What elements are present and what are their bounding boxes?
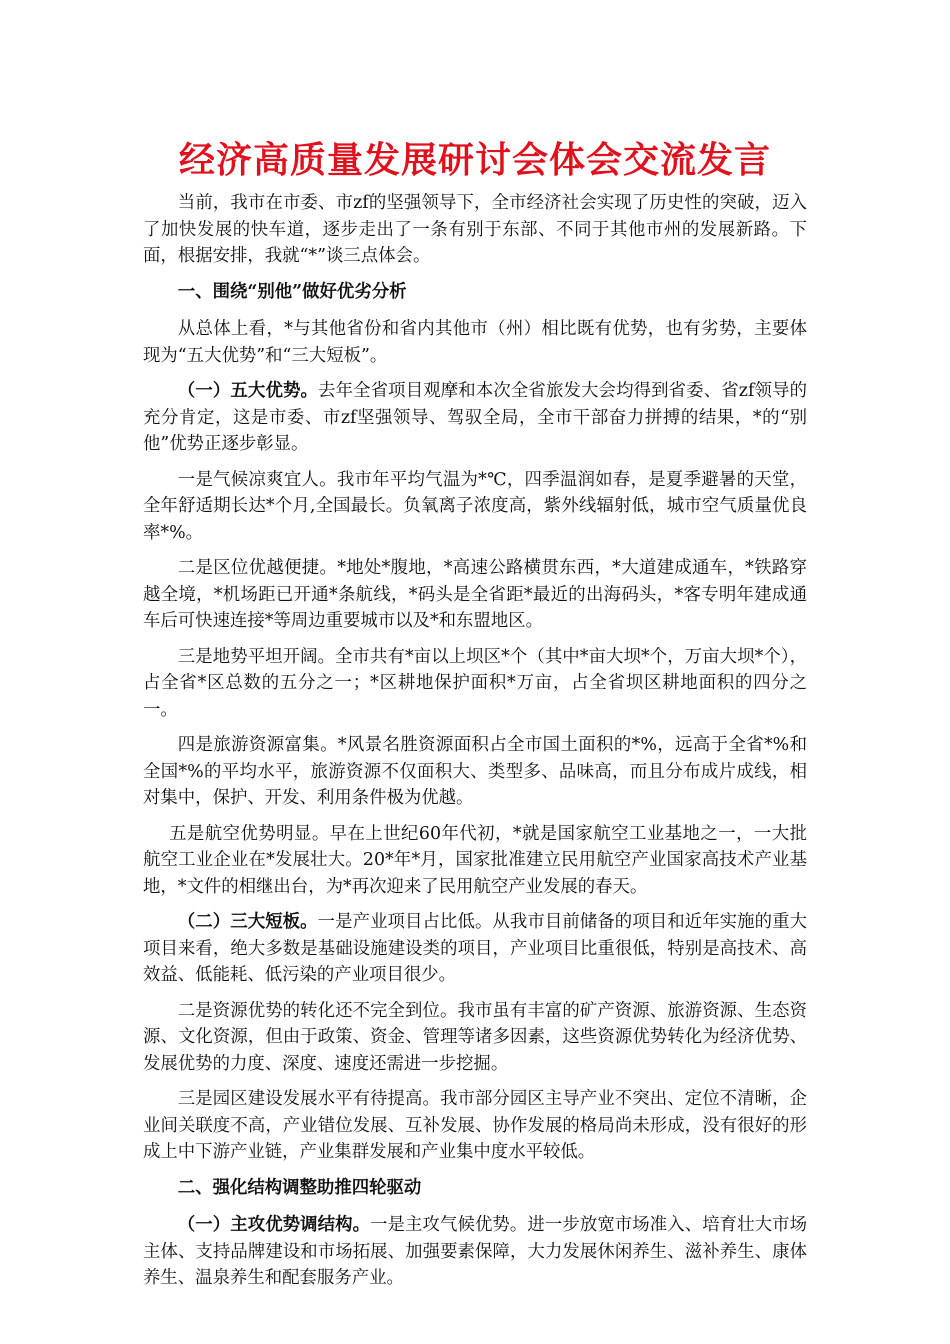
paragraph-aviation: [143, 821, 807, 901]
section-heading-1: 一、围绕“别他”做好优劣分析: [177, 281, 407, 302]
paragraph-location: [143, 555, 807, 635]
paragraph-text: 去年全省项目观摩和本次全省旅发大会均得到省委、省zf领导的充分肯定，这是市委、市zf坚强领导、驾驭全局，全市干部奋力拼搏的结果，*的“别他”优势正逐步彰显。: [143, 381, 807, 454]
paragraph-terrain: [143, 644, 807, 724]
paragraph-text: 一是主攻气候优势。进一步放宽市场准入、培育壮大市场主体、支持品牌建设和市场拓展、加强要素保障，大力发展休闲养生、滋补养生、康体养生、温泉养生和配套服务产业。: [143, 1215, 807, 1288]
paragraph-structure-adjustment: [143, 1212, 807, 1292]
paragraph-text: 一是产业项目占比低。从我市目前储备的项目和近年实施的重大项目来看，绝大多数是基础设施建设类的项目，产业项目比重很低，特别是高技术、高效益、低能耗、低污染的产业项目很少。: [143, 912, 807, 985]
subheading-five-advantages: （一）五大优势。: [177, 381, 319, 401]
section-heading-2: 二、强化结构调整助推四轮驱动: [177, 1177, 422, 1198]
paragraph-text: 三是地势平坦开阔。全市共有*亩以上坝区*个（其中*亩大坝*个，万亩大坝*个），占全省*区总数的五分之一；*区耕地保护面积*万亩，占全省坝区耕地面积的四分之一。: [143, 646, 807, 720]
paragraph-text: 四是旅游资源富集。*风景名胜资源面积占全市国土面积的*%，远高于全省*%和全国*%的平均水平，旅游资源不仅面积大、类型多、品味高，而且分布成片成线，相对集中，保护、开发、利用条件极为优越。: [143, 735, 807, 808]
paragraph-five-advantages: [143, 378, 807, 458]
paragraph-text: 五是航空优势明显。早在上世纪60年代初，*就是国家航空工业基地之一，一大批航空工业企业在*发展壮大。20*年*月，国家批准建立民用航空产业国家高技术产业基地，*文件的相继出台，为*再次迎来了民用航空产业发展的春天。: [143, 823, 807, 897]
subheading-three-shortcomings: （二）三大短板。: [177, 912, 318, 932]
paragraph-three-shortcomings: [143, 909, 807, 989]
paragraph-text: 当前，我市在市委、市zf的坚强领导下，全市经济社会实现了历史性的突破，迈入了加快发展的快车道，逐步走出了一条有别于东部、不同于其他市州的发展新路。下面，根据安排，我就“*”谈三点体会。: [143, 193, 807, 266]
subheading-structure-adjustment: （一）主攻优势调结构。: [177, 1215, 371, 1235]
paragraph-text: 从总体上看，*与其他省份和省内其他市（州）相比既有优势，也有劣势，主要体现为“五大优势”和“三大短板”。: [143, 319, 807, 366]
document-body: [143, 190, 807, 1301]
paragraph-text: 一是气候凉爽宜人。我市年平均气温为*℃，四季温润如春，是夏季避暑的天堂，全年舒适期长达*个月,全国最长。负氧离子浓度高，紫外线辐射低，城市空气质量优良率*%。: [143, 469, 807, 543]
document-title: 经济高质量发展研讨会体会交流发言: [178, 139, 771, 181]
paragraph-text: 三是园区建设发展水平有待提高。我市部分园区主导产业不突出、定位不清晰，企业间关联度不高，产业错位发展、互补发展、协作发展的格局尚未形成，没有很好的形成上中下游产业链，产业集群发展和产业集中度水平较低。: [143, 1089, 807, 1162]
paragraph-park-development: [143, 1086, 807, 1166]
paragraph-tourism: [143, 732, 807, 812]
paragraph-text: 二是区位优越便捷。*地处*腹地，*高速公路横贯东西，*大道建成通车，*铁路穿越全境，*机场距已开通*条航线，*码头是全省距*最近的出海码头，*客专明年建成通车后可快速连接*等周边重要城市以及*和东盟地区。: [143, 558, 807, 631]
paragraph-resource-conversion: [143, 998, 807, 1078]
paragraph-intro: [143, 190, 807, 270]
paragraph-overview: [143, 316, 807, 369]
paragraph-text: 二是资源优势的转化还不完全到位。我市虽有丰富的矿产资源、旅游资源、生态资源、文化资源，但由于政策、资金、管理等诸多因素，这些资源优势转化为经济优势、发展优势的力度、深度、速度还需进一步挖掘。: [143, 1000, 807, 1074]
paragraph-climate: [143, 467, 807, 547]
